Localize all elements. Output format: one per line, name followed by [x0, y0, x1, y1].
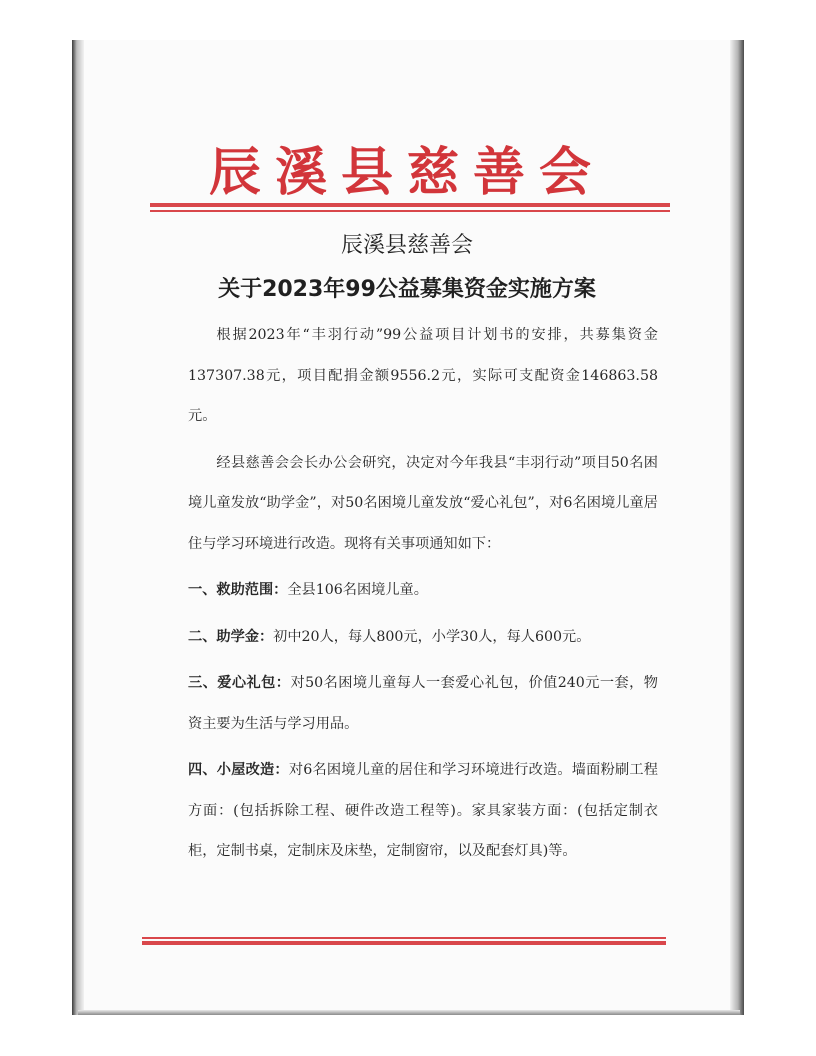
section-text: 初中20人，每人800元，小学30人，每人600元。 — [273, 628, 591, 645]
letterhead-rule-thin — [150, 210, 670, 212]
section-label: 一、救助范围： — [188, 582, 288, 598]
footer-rule-thick — [142, 941, 666, 945]
scan-edge-right — [730, 40, 744, 1015]
section-text: 全县106名困境儿童。 — [287, 582, 428, 598]
section-scholarship — [188, 617, 658, 658]
section-label: 四、小屋改造： — [188, 762, 289, 778]
section-text: 对50名困境儿童每人一套爱心礼包，价值240元一套，物资主要为生活与学习用品。 — [188, 675, 658, 732]
section-scope — [188, 570, 658, 611]
section-label: 二、助学金： — [188, 628, 274, 645]
section-gift-pack — [188, 663, 658, 744]
section-text: 对6名困境儿童的居住和学习环境进行改造。墙面粉刷工程方面：(包括拆除工程、硬件改造工程等)。家具家装方面：(包括定制衣柜，定制书桌，定制床及床垫，定制窗帘，以及配套灯具)等。 — [188, 762, 658, 859]
section-label: 三、爱心礼包： — [188, 675, 291, 691]
letterhead-title: 辰溪县慈善会 — [208, 142, 605, 203]
letterhead-rule-thick — [150, 203, 670, 207]
section-room-renovation — [188, 750, 658, 872]
paragraph-intro: 根据2023年“丰羽行动”99公益项目计划书的安排，共募集资金137307.38元，项目配捐金额9556.2元，实际可支配资金146863.58元。 — [188, 327, 658, 424]
document-body — [188, 315, 658, 872]
scan-edge-bottom — [78, 1010, 740, 1015]
footer-rule-thin — [142, 937, 666, 939]
scan-edge-left — [72, 40, 84, 1015]
doc-title-line1: 辰溪县慈善会 — [340, 233, 473, 258]
doc-title-line2: 关于2023年99公益募集资金实施方案 — [218, 277, 596, 302]
paragraph-decision: 经县慈善会会长办公会研究，决定对今年我县“丰羽行动”项目50名困境儿童发放“助学金”，对50名困境儿童发放“爱心礼包”，对6名困境儿童居住与学习环境进行改造。现将有关事项通知如下： — [188, 454, 658, 552]
